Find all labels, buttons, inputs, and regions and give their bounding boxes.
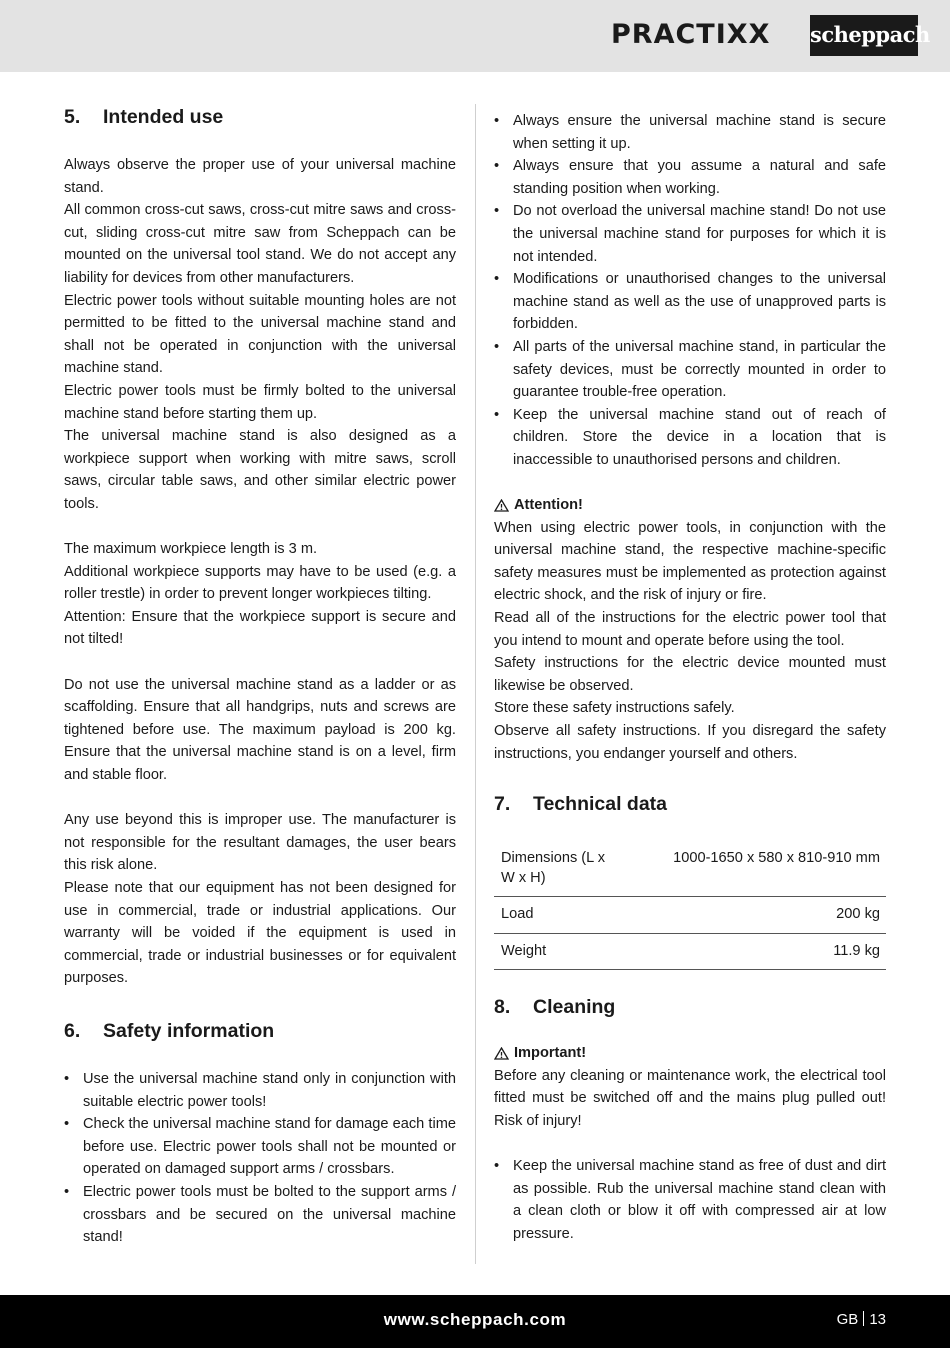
- bullet: •: [494, 406, 500, 423]
- section-7-heading: [494, 791, 886, 817]
- paragraph: Safety instructions for the electric device mounted must likewise be observed.: [494, 655, 886, 694]
- column-divider: [475, 104, 476, 1264]
- section-number: 5.: [64, 106, 81, 128]
- paragraph: Any use beyond this is improper use. The manufacturer is not responsible for the resultant damages, the user bears this risk alone.: [64, 812, 456, 874]
- paragraph: Additional workpiece supports may have to be used (e.g. a roller trestle) in order to prevent longer workpieces tilting.: [64, 563, 456, 603]
- paragraph: Attention: Ensure that the workpiece support is secure and not tilted!: [64, 608, 456, 648]
- section-title: Safety information: [103, 1019, 275, 1042]
- safety-list: [64, 1068, 456, 1249]
- bullet: •: [64, 1070, 70, 1087]
- bullet: •: [494, 203, 500, 220]
- bullet: •: [64, 1183, 70, 1200]
- cleaning-list: [494, 1155, 886, 1245]
- page-header: [0, 0, 950, 72]
- paragraph: Electric power tools must be firmly bolted to the universal machine stand before starting them up.: [64, 382, 456, 422]
- table-cell-label: Weight: [501, 942, 547, 959]
- list-item: • Electric power tools must be bolted to the support arms / crossbars and be secured on the universal machine stand!: [64, 1181, 456, 1249]
- list-item: • Keep the universal machine stand out of reach of children. Store the device in a location that is inaccessible to unauthorised persons and children.: [494, 404, 886, 472]
- technical-data-table: [494, 841, 886, 970]
- table-row: [494, 841, 886, 897]
- paragraph: Read all of the instructions for the electric power tool that you intend to mount and operate before using the tool.: [494, 610, 886, 649]
- list-item: • Modifications or unauthorised changes to the universal machine stand as well as the use of unapproved parts is forbidden.: [494, 268, 886, 336]
- attention-heading: [494, 494, 886, 517]
- paragraph: All common cross-cut saws, cross-cut mitre saws and cross-cut, sliding cross-cut mitre saw from Scheppach can be mounted on the universal tool stand. We do not accept any liability for devices from other manufacturers.: [64, 202, 456, 286]
- section-number: 7.: [494, 793, 511, 816]
- right-column: [494, 110, 886, 1246]
- table-cell-value: 11.9 kg: [833, 942, 880, 959]
- section-title: Technical data: [533, 793, 668, 816]
- list-item: • Do not overload the universal machine stand! Do not use the universal machine stand for purposes for which it is not intended.: [494, 200, 886, 268]
- paragraph: When using electric power tools, in conjunction with the universal machine stand, the respective machine-specific safety measures must be implemented as protection against electric shock, and the risk of injury or fire.: [494, 519, 886, 604]
- section-number: 8.: [494, 996, 511, 1019]
- separator: [863, 1311, 864, 1326]
- list-item: • Always ensure that you assume a natural and safe standing position when working.: [494, 155, 886, 200]
- section-5-heading: [64, 104, 456, 130]
- page-indicator: [837, 1310, 886, 1330]
- paragraph: The maximum workpiece length is 3 m.: [64, 541, 318, 558]
- important-heading: [494, 1042, 886, 1065]
- page-footer: [0, 1295, 950, 1348]
- safety-list-continued: [494, 110, 886, 472]
- list-item: • All parts of the universal machine stand, in particular the safety devices, must be correctly mounted in order to guarantee trouble-free operation.: [494, 336, 886, 404]
- paragraph: Do not use the universal machine stand as a ladder or as scaffolding. Ensure that all handgrips, nuts and screws are tightened before use. The maximum payload is 200 kg. Ensure that the universal machine stand is on a level, firm and stable floor.: [64, 676, 456, 784]
- warning-triangle-icon: [494, 499, 509, 512]
- section-8-heading: [494, 994, 886, 1020]
- paragraph: Before any cleaning or maintenance work, the electrical tool fitted must be switched off and the mains plug pulled out! Risk of injury!: [494, 1067, 886, 1129]
- section-title: Intended use: [103, 106, 224, 128]
- warning-triangle-icon: [494, 1047, 509, 1060]
- language-code: GB: [836, 1311, 859, 1328]
- website-link[interactable]: www.scheppach.com: [383, 1310, 567, 1329]
- list-item: • Use the universal machine stand only in conjunction with suitable electric power tools!: [64, 1068, 456, 1113]
- page-number: 13: [869, 1311, 886, 1328]
- table-cell-label: Dimensions (L x W x H): [501, 850, 606, 886]
- bullet: •: [494, 158, 500, 175]
- paragraph: Please note that our equipment has not been designed for use in commercial, trade or industrial applications. Our warranty will be voided if the equipment is used in commercial, trade or industrial businesses or for equivalent purposes.: [64, 880, 456, 987]
- paragraph: Observe all safety instructions. If you disregard the safety instructions, you endanger yourself and others.: [494, 723, 886, 762]
- paragraph: Store these safety instructions safely.: [494, 700, 735, 717]
- important-label: Important!: [514, 1045, 587, 1062]
- left-column: [64, 104, 456, 1249]
- bullet: •: [494, 338, 500, 355]
- list-item: • Check the universal machine stand for damage each time before use. Electric power tools shall not be mounted or operated on damaged support arms / crossbars.: [64, 1113, 456, 1181]
- list-item: • Always ensure the universal machine stand is secure when setting it up.: [494, 110, 886, 155]
- table-row: [494, 897, 886, 934]
- table-row: [494, 933, 886, 970]
- practixx-logo: PRACTIXX: [611, 19, 771, 50]
- paragraph: Always observe the proper use of your universal machine stand.: [64, 157, 456, 196]
- table-cell-value: 1000-1650 x 580 x 810-910 mm: [673, 850, 880, 867]
- attention-label: Attention!: [514, 497, 583, 514]
- section-title: Cleaning: [533, 996, 616, 1019]
- list-item: • Keep the universal machine stand as free of dust and dirt as possible. Rub the universal machine stand clean with a clean cloth or blow it off with compressed air at low pressure.: [494, 1155, 886, 1245]
- paragraph: The universal machine stand is also designed as a workpiece support when working with mitre saws, scroll saws, circular table saws, and other similar electric power tools.: [64, 428, 456, 512]
- bullet: •: [494, 271, 500, 288]
- section-number: 6.: [64, 1019, 81, 1042]
- bullet: •: [494, 1158, 500, 1175]
- paragraph: Electric power tools without suitable mounting holes are not permitted to be fitted to the universal machine stand and shall not be operated in conjunction with the universal machine stand.: [64, 292, 456, 377]
- table-cell-value: 200 kg: [836, 906, 880, 923]
- bullet: •: [494, 113, 500, 129]
- table-cell-label: Load: [501, 906, 534, 923]
- section-6-heading: [64, 1018, 456, 1044]
- bullet: •: [64, 1116, 70, 1133]
- scheppach-logo: scheppach: [810, 15, 918, 56]
